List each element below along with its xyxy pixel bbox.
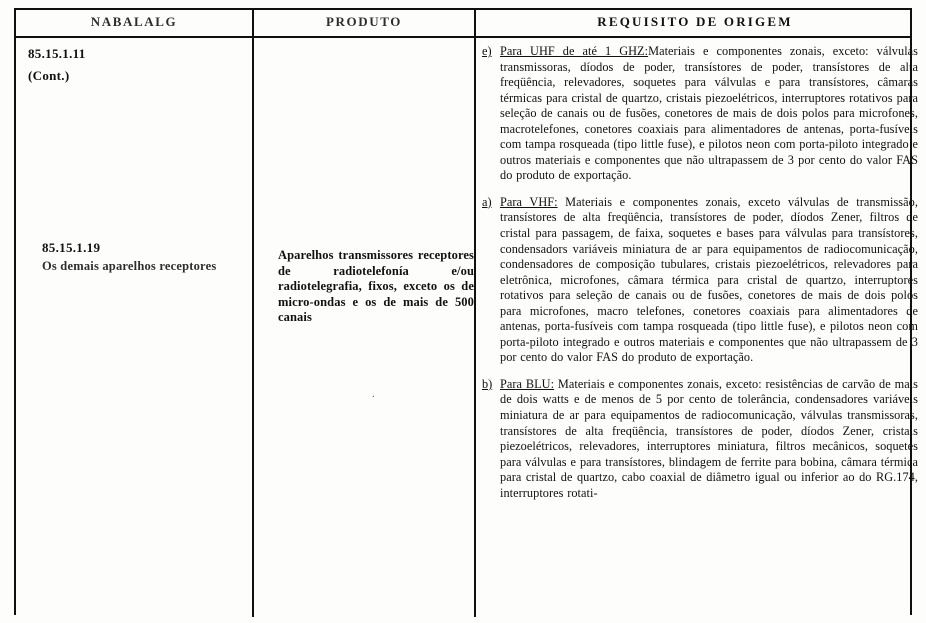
requirement-lead-b: Para BLU: <box>500 376 555 391</box>
requirement-lead-a: Para VHF: <box>500 194 558 209</box>
column-header-produto: PRODUTO <box>326 14 402 29</box>
requirement-marker-b: b) <box>482 376 493 391</box>
requirement-text-a: Materiais e componentes zonais, exceto válvulas de transmissão, transístores de alta freqüência, transístores de poder, díodos Zener, filtros de cristal para passagem, de faixa, soquetes e bases para válvulas para transístores, condensadors variáveis miniatura de ar para equipamentos de radiocomunicação, condensadores de composição tubulares, cristais piezoelétricos, relevadores para eletrônica, microfones, câmara térmica para cristal de quartzo, interruptores rotativos para seleção de canais ou de fusões, conetores de mais de dois polos para microfones, macro telefones, conetores coaxiais para alimentadores de antenas, porta-fusíveis com tampa rosqueada (tipo little fuse), e pilotos neon com porta-piloto integrado e outros materiais e componentes que não ultrapassem de 3 por cento do valor FAS do produto de exportação. <box>500 194 918 365</box>
code-subnote-1: (Cont.) <box>28 68 70 83</box>
requirement-lead-e: Para UHF de até 1 GHZ: <box>500 44 649 58</box>
requirements-table <box>14 8 919 615</box>
requirement-text-b: Materiais e componentes zonais, exceto: resistências de carvão de mais de dois watts e de menos de 5 por cento de tolerância, condensadores variáveis miniatura de ar para equipamentos de radiocomunicação, válvulas transmissoras, transístores de alta freqüência, transístores de poder, díodos Zener, cristais piezoelétricos, relevadores, interruptores miniatura, filtros mecânicos, soquetes para válvulas e para transístores, blindagem de ferrite para bobina, câmara térmica para cristal de quartzo, cabo coaxial de diâmetro igual ou inferior ao do RG.174, interruptores rotati- <box>500 376 919 500</box>
requirements-column <box>482 44 918 512</box>
requirement-item-b <box>482 377 918 501</box>
code-value-1: 85.15.1.11 <box>28 46 86 61</box>
column-header-requisito: REQUISITO DE ORIGEM <box>597 14 793 29</box>
stray-pen-mark: . <box>372 388 375 400</box>
column-divider-1 <box>252 10 254 617</box>
requirement-item-a <box>482 195 918 366</box>
requirement-item-e <box>482 44 918 184</box>
column-divider-2 <box>474 10 476 617</box>
table-row-code-2 <box>42 240 216 274</box>
requirement-text-e: Materiais e componentes zonais, exceto: válvulas transmissoras, díodos de poder, transístores de poder, transístores de alta freqüência, relevadores, soquetes para válvulas e para transístores, câmaras térmicas para cristal de quartzo, cristais piezoelétricos, interruptores rotativos para seleção de canais ou de fusões, conetores de mais de dois polos para microfones, macrotelefones, conetores coaxiais para alimentadores de antenas, porta-fusíveis com tampa rosqueada (tipo little fuse), e pilotos neon com porta-piloto integrado e outros materiais e componentes que não ultrapassem de 3 por cento do valor FAS do produto de exportação. <box>500 44 918 183</box>
code-subnote-2: Os demais aparelhos receptores <box>42 259 217 273</box>
requirement-marker-e: e) <box>482 44 492 58</box>
product-description: Aparelhos transmissores receptores de radiotelefonía e/ou radiotelegrafia, fixos, exceto os de micro-ondas e os de mais de 500 canais <box>278 248 474 325</box>
column-header-nabalalg: NABALALG <box>90 14 178 29</box>
requirement-marker-a: a) <box>482 194 492 209</box>
table-row-code-1 <box>28 46 86 84</box>
code-value-2: 85.15.1.19 <box>42 240 101 255</box>
